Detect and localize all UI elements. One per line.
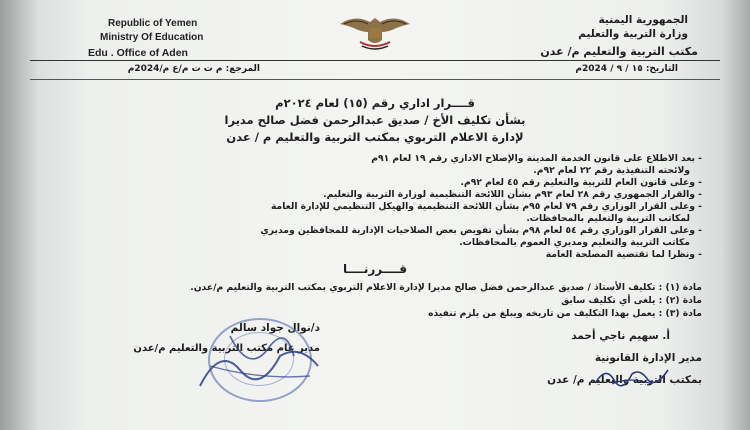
- decision-heading: قــــررنــــا: [342, 262, 408, 276]
- header-ar-office: مكتب التربية والتعليم م/ عدن: [540, 45, 698, 58]
- decision-subject: بشأن تكليف الأخ / صديق عبدالرحمن فضل صالح مديرا: [224, 113, 526, 127]
- director-general-signature-icon: [190, 326, 330, 402]
- header-en-country: Republic of Yemen: [108, 18, 198, 29]
- yemen-eagle-emblem-icon: [330, 10, 420, 54]
- preamble-line: مكاتب التربية والتعليم ومديري العموم بالمحافظات.: [459, 237, 690, 248]
- header-divider-top: [30, 60, 720, 61]
- preamble-line: - وعلى القرار الوزاري رقم ٥٤ لعام ٩٨م بشأن تفويض بعض الصلاحيات الإدارية للمحافظين ومديري: [260, 225, 702, 236]
- director-general-name: د/نوال جواد سالم: [230, 322, 320, 334]
- legal-director-name: أ. سهيم ناجي أحمد: [571, 330, 670, 342]
- article-item: مادة (٢) : يلغى أي تكليف سابق: [561, 295, 702, 306]
- article-item: مادة (٣) : يعمل بهذا التكليف من تاريخه ويبلغ من يلزم تنفيذه: [428, 308, 702, 319]
- preamble-line: - وعلى القرار الوزاري رقم ٧٩ لعام ٩٥م بشأن اللائحة التنظيمية والهيكل التنظيمي للإدارة العامة: [270, 201, 702, 212]
- article-item: مادة (١) : تكليف الأستاذ / صديق عبدالرحمن فضل صالح مديرا لإدارة الاعلام التربوي بمكتب التربية والتعليم م/عدن.: [190, 282, 702, 293]
- document-date: التاريخ: ١٥ / ٩ / 2024م: [575, 64, 678, 74]
- legal-director-signature-icon: [592, 362, 672, 390]
- preamble-line: - ونظرا لما تقتضية المصلحة العامة: [545, 249, 702, 260]
- reference-number: المرجع: م ت ت م/ع م/2024م: [127, 64, 260, 74]
- page-shadow-right: [722, 0, 750, 430]
- preamble-line: - بعد الاطلاع على قانون الخدمة المدينة والإصلاح الاداري رقم ١٩ لعام ٩١م: [371, 153, 702, 164]
- header-divider-bottom: [30, 79, 720, 80]
- page-shadow-left: [0, 0, 38, 430]
- header-ar-ministry: وزارة التربية والتعليم: [578, 28, 688, 40]
- decision-title: قــــرار اداري رقم (١٥) لعام ٢٠٢٤م: [275, 96, 475, 110]
- header-en-ministry: Ministry Of Education: [100, 32, 204, 43]
- preamble-line: - وعلى قانون العام للتربية والتعليم رقم ٤٥ لعام ٩٢م.: [460, 177, 702, 188]
- decision-subject-department: لإدارة الاعلام التربوي بمكتب التربية والتعليم م / عدن: [226, 130, 524, 144]
- director-general-title: مدير عام مكتب التربية والتعليم م/عدن: [133, 343, 320, 354]
- legal-director-office: بمكتب التربية والتعليم م/ عدن: [547, 374, 702, 386]
- preamble-line: ولائحته التنفيذية رقم ٢٢ لعام ٩٢م.: [533, 165, 690, 176]
- preamble-line: - والقرار الجمهوري رقم ٢٨ لعام ٩٣م بشأن اللائحة التنظيمية لوزارة التربية والتعليم.: [323, 189, 702, 200]
- preamble-line: لمكاتب التربية والتعليم بالمحافظات.: [526, 213, 690, 224]
- header-en-office: Edu . Office of Aden: [88, 47, 188, 59]
- header-ar-country: الجمهورية اليمنية: [598, 14, 688, 26]
- legal-director-title: مدير الإدارة القانونية: [594, 352, 702, 364]
